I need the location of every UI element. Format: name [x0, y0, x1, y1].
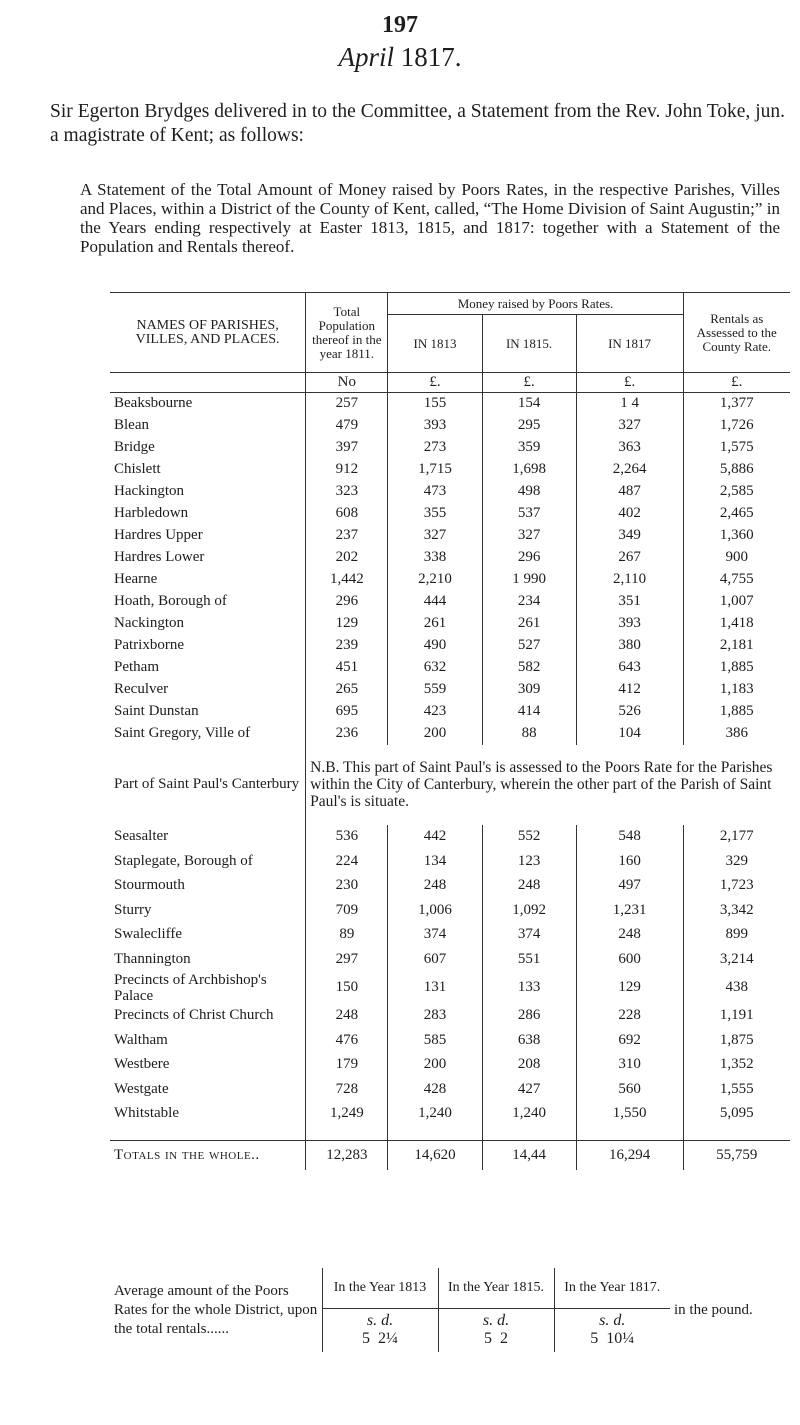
average-section	[110, 1268, 790, 1352]
row-rate-1813: 134	[388, 849, 482, 874]
row-population: 912	[306, 459, 388, 481]
row-name: Chislett	[114, 461, 161, 477]
average-head-1813: In the Year 1813	[322, 1268, 438, 1308]
row-rate-1815: 1,240	[482, 1102, 576, 1127]
row-rate-1815: 414	[482, 701, 576, 723]
average-1817-d-unit: d.	[613, 1312, 626, 1330]
row-name: Saint Gregory, Ville of	[114, 725, 251, 741]
table-row	[110, 393, 790, 415]
row-population: 297	[306, 947, 388, 972]
row-rate-1813: 442	[388, 825, 482, 850]
table-row	[110, 1004, 790, 1029]
row-rental: 1,183	[683, 679, 790, 701]
totals-label: Totals in the whole..	[114, 1146, 260, 1163]
row-name: Petham	[114, 659, 159, 675]
row-rate-1817: 600	[576, 947, 683, 972]
row-rate-1813: 1,006	[388, 898, 482, 923]
row-rate-1815: 286	[482, 1004, 576, 1029]
average-label: Average amount of the Poors Rates for the whole District, upon the total rentals......	[114, 1282, 318, 1337]
row-rate-1817: 643	[576, 657, 683, 679]
average-1815-d-unit: d.	[497, 1312, 510, 1330]
row-rate-1817: 1,231	[576, 898, 683, 923]
row-rate-1813: 607	[388, 947, 482, 972]
row-rate-1817: 327	[576, 415, 683, 437]
row-population: 451	[306, 657, 388, 679]
row-rental: 1,875	[683, 1028, 790, 1053]
table-row	[110, 437, 790, 459]
poor-rates-table	[110, 292, 790, 1170]
table-row	[110, 481, 790, 503]
row-name: Hoath, Borough of	[114, 593, 227, 609]
row-name: Precincts of Christ Church	[114, 1007, 274, 1024]
row-population: 202	[306, 547, 388, 569]
row-rental: 1,377	[683, 393, 790, 415]
row-population: 608	[306, 503, 388, 525]
row-rental: 1,723	[683, 874, 790, 899]
table-row	[110, 701, 790, 723]
row-rental: 1,885	[683, 701, 790, 723]
header-rentals: Rentals as Assessed to the County Rate.	[683, 293, 790, 373]
row-name: Whitstable	[114, 1105, 179, 1122]
row-rental: 4,755	[683, 569, 790, 591]
table-row	[110, 547, 790, 569]
row-rate-1817: 1,550	[576, 1102, 683, 1127]
row-rate-1813: 428	[388, 1077, 482, 1102]
row-population: 150	[306, 972, 388, 1004]
row-name: Westgate	[114, 1080, 169, 1097]
table-row	[110, 1077, 790, 1102]
average-head-1815: In the Year 1815.	[438, 1268, 554, 1308]
row-name: Waltham	[114, 1031, 168, 1048]
row-rate-1815: 498	[482, 481, 576, 503]
header-1813: IN 1813	[388, 315, 482, 373]
row-rate-1813: 261	[388, 613, 482, 635]
row-rental: 1,555	[683, 1077, 790, 1102]
header-names: NAMES OF PARISHES, VILLES, AND PLACES.	[135, 317, 280, 347]
row-rental: 5,095	[683, 1102, 790, 1127]
row-rate-1813: 131	[388, 972, 482, 1004]
row-population: 323	[306, 481, 388, 503]
row-rate-1817: 497	[576, 874, 683, 899]
row-population: 728	[306, 1077, 388, 1102]
row-name: Nackington	[114, 615, 184, 631]
pauls-note: N.B. This part of Saint Paul's is assessed to the Poors Rate for the Parishes within the City of Canterbury, wherein the other part of the Parish of Saint Paul's is situate.	[306, 745, 790, 825]
header-population: Total Population thereof in the year 1811.	[306, 293, 388, 373]
row-name: Bridge	[114, 439, 155, 455]
row-rate-1817: 2,264	[576, 459, 683, 481]
table-row	[110, 635, 790, 657]
table-row	[110, 898, 790, 923]
average-1813-s: 5	[362, 1330, 370, 1348]
totals-row	[110, 1140, 790, 1170]
row-rate-1815: 248	[482, 874, 576, 899]
statement-paragraph: A Statement of the Total Amount of Money raised by Poors Rates, in the respective Parishes, Villes and Places, within a District of the County of Kent, called, “The Home Division of Saint Augustin;” in the Years ending respectively at Easter 1813, 1815, and 1817: together with a Statement of the Population and Rentals thereof.	[80, 180, 780, 256]
row-rate-1817: 393	[576, 613, 683, 635]
date-month: April	[338, 42, 394, 72]
row-rate-1817: 160	[576, 849, 683, 874]
average-1815-s-unit: s.	[482, 1312, 494, 1330]
row-name: Thannington	[114, 950, 191, 967]
table-row	[110, 825, 790, 850]
row-name: Patrixborne	[114, 637, 184, 653]
row-name: Precincts of Archbishop's Palace	[114, 971, 267, 1004]
row-population: 709	[306, 898, 388, 923]
unit-1817: £.	[576, 373, 683, 393]
row-rate-1815: 1,698	[482, 459, 576, 481]
row-rate-1817: 248	[576, 923, 683, 948]
table-row	[110, 591, 790, 613]
row-rate-1813: 423	[388, 701, 482, 723]
row-rate-1813: 1,240	[388, 1102, 482, 1127]
row-population: 1,442	[306, 569, 388, 591]
row-rate-1815: 261	[482, 613, 576, 635]
row-name: Stourmouth	[114, 877, 185, 894]
row-rate-1817: 351	[576, 591, 683, 613]
row-name: Hearne	[114, 571, 158, 587]
average-1813	[322, 1308, 438, 1352]
page-number: 197	[382, 12, 418, 38]
totals-rent: 55,759	[683, 1140, 790, 1170]
row-rate-1813: 338	[388, 547, 482, 569]
row-name: Seasalter	[114, 828, 169, 845]
row-rate-1817: 548	[576, 825, 683, 850]
table-body-b	[110, 825, 790, 1127]
average-suffix: in the pound.	[674, 1301, 753, 1318]
row-rate-1815: 154	[482, 393, 576, 415]
header-1815: IN 1815.	[482, 315, 576, 373]
row-rate-1813: 248	[388, 874, 482, 899]
table-row	[110, 679, 790, 701]
row-rate-1815: 327	[482, 525, 576, 547]
table-row	[110, 613, 790, 635]
row-rate-1813: 374	[388, 923, 482, 948]
row-population: 237	[306, 525, 388, 547]
row-rental: 1,360	[683, 525, 790, 547]
row-rental: 2,465	[683, 503, 790, 525]
row-name: Westbere	[114, 1056, 170, 1073]
table-row	[110, 874, 790, 899]
row-rental: 3,342	[683, 898, 790, 923]
row-rate-1815: 88	[482, 723, 576, 745]
row-rate-1815: 359	[482, 437, 576, 459]
row-rate-1817: 2,110	[576, 569, 683, 591]
row-rate-1813: 200	[388, 723, 482, 745]
row-rate-1815: 582	[482, 657, 576, 679]
table-row	[110, 657, 790, 679]
row-rental: 2,181	[683, 635, 790, 657]
row-rate-1813: 632	[388, 657, 482, 679]
totals-1813: 14,620	[388, 1140, 482, 1170]
unit-population: No	[306, 373, 388, 393]
row-rental: 900	[683, 547, 790, 569]
row-rate-1817: 412	[576, 679, 683, 701]
row-rate-1813: 355	[388, 503, 482, 525]
average-1817-s-unit: s.	[599, 1312, 610, 1330]
table-row	[110, 972, 790, 1004]
table-row	[110, 569, 790, 591]
date-year: 1817.	[400, 42, 462, 72]
row-rental: 1,418	[683, 613, 790, 635]
table-row	[110, 723, 790, 745]
average-1817-s: 5	[590, 1330, 599, 1348]
row-name: Sturry	[114, 901, 152, 918]
header-money: Money raised by Poors Rates.	[388, 293, 683, 315]
row-rate-1813: 559	[388, 679, 482, 701]
row-rate-1817: 363	[576, 437, 683, 459]
row-rental: 329	[683, 849, 790, 874]
average-1815-s: 5	[484, 1330, 492, 1348]
row-rate-1813: 585	[388, 1028, 482, 1053]
row-rate-1815: 1 990	[482, 569, 576, 591]
row-name: Hackington	[114, 483, 184, 499]
row-name: Beaksbourne	[114, 395, 193, 412]
row-name: Hardres Lower	[114, 549, 205, 565]
row-name: Saint Dunstan	[114, 703, 199, 719]
totals-pop: 12,283	[306, 1140, 388, 1170]
average-1813-d-unit: d.	[381, 1312, 394, 1330]
row-rate-1813: 327	[388, 525, 482, 547]
row-rental: 438	[683, 972, 790, 1004]
row-rate-1815: 208	[482, 1053, 576, 1078]
row-rate-1813: 393	[388, 415, 482, 437]
row-rental: 2,585	[683, 481, 790, 503]
row-rate-1813: 473	[388, 481, 482, 503]
row-rate-1817: 267	[576, 547, 683, 569]
table-row	[110, 1102, 790, 1127]
unit-rentals: £.	[683, 373, 790, 393]
average-1815-d: 2	[500, 1330, 508, 1348]
row-rental: 1,726	[683, 415, 790, 437]
row-rental: 3,214	[683, 947, 790, 972]
average-1815	[438, 1308, 554, 1352]
average-1817	[554, 1308, 670, 1352]
row-rate-1813: 155	[388, 393, 482, 415]
row-name: Harbledown	[114, 505, 189, 521]
table-body-a	[110, 393, 790, 745]
table-row	[110, 947, 790, 972]
row-rental: 2,177	[683, 825, 790, 850]
row-population: 296	[306, 591, 388, 613]
pauls-name: Part of Saint Paul's Canterbury	[114, 776, 300, 792]
row-population: 239	[306, 635, 388, 657]
row-rate-1815: 638	[482, 1028, 576, 1053]
average-1813-s-unit: s.	[366, 1312, 378, 1330]
row-rental: 1,885	[683, 657, 790, 679]
row-rate-1817: 129	[576, 972, 683, 1004]
table-row	[110, 1028, 790, 1053]
row-rate-1815: 234	[482, 591, 576, 613]
table-row	[110, 923, 790, 948]
row-population: 536	[306, 825, 388, 850]
row-population: 265	[306, 679, 388, 701]
row-rental: 1,352	[683, 1053, 790, 1078]
row-rate-1817: 104	[576, 723, 683, 745]
row-rate-1813: 273	[388, 437, 482, 459]
table-row	[110, 459, 790, 481]
row-rate-1815: 123	[482, 849, 576, 874]
row-population: 179	[306, 1053, 388, 1078]
row-population: 230	[306, 874, 388, 899]
table-row	[110, 1053, 790, 1078]
row-population: 236	[306, 723, 388, 745]
row-rate-1817: 560	[576, 1077, 683, 1102]
row-rate-1817: 692	[576, 1028, 683, 1053]
row-rate-1815: 552	[482, 825, 576, 850]
row-rate-1813: 444	[388, 591, 482, 613]
row-rate-1815: 295	[482, 415, 576, 437]
row-rate-1817: 402	[576, 503, 683, 525]
row-rental: 1,007	[683, 591, 790, 613]
row-population: 257	[306, 393, 388, 415]
table-row	[110, 503, 790, 525]
row-rate-1815: 374	[482, 923, 576, 948]
totals-1815: 14,44	[482, 1140, 576, 1170]
average-head-1817: In the Year 1817.	[554, 1268, 670, 1308]
row-rate-1817: 349	[576, 525, 683, 547]
table-row	[110, 415, 790, 437]
row-rate-1815: 537	[482, 503, 576, 525]
row-rate-1813: 200	[388, 1053, 482, 1078]
row-rate-1815: 296	[482, 547, 576, 569]
row-rate-1817: 228	[576, 1004, 683, 1029]
totals-1817: 16,294	[576, 1140, 683, 1170]
row-rate-1817: 526	[576, 701, 683, 723]
row-rental: 5,886	[683, 459, 790, 481]
row-population: 224	[306, 849, 388, 874]
row-population: 1,249	[306, 1102, 388, 1127]
row-name: Reculver	[114, 681, 169, 697]
row-population: 129	[306, 613, 388, 635]
table-row	[110, 849, 790, 874]
row-population: 397	[306, 437, 388, 459]
row-name: Hardres Upper	[114, 527, 203, 543]
row-rate-1815: 527	[482, 635, 576, 657]
row-population: 695	[306, 701, 388, 723]
row-rate-1815: 1,092	[482, 898, 576, 923]
row-rate-1815: 309	[482, 679, 576, 701]
average-1813-d: 2¼	[378, 1330, 398, 1348]
table-row	[110, 525, 790, 547]
unit-1813: £.	[388, 373, 482, 393]
row-rate-1817: 380	[576, 635, 683, 657]
row-rate-1813: 1,715	[388, 459, 482, 481]
intro-paragraph: Sir Egerton Brydges delivered in to the Committee, a Statement from the Rev. John Toke, jun. a magistrate of Kent; as follows:	[50, 101, 785, 146]
row-rate-1815: 551	[482, 947, 576, 972]
row-rate-1815: 427	[482, 1077, 576, 1102]
row-rental: 1,191	[683, 1004, 790, 1029]
row-population: 479	[306, 415, 388, 437]
row-rate-1813: 283	[388, 1004, 482, 1029]
row-population: 248	[306, 1004, 388, 1029]
row-rental: 386	[683, 723, 790, 745]
row-name: Staplegate, Borough of	[114, 852, 253, 869]
row-rental: 899	[683, 923, 790, 948]
average-1817-d: 10¼	[606, 1330, 635, 1348]
row-rate-1817: 310	[576, 1053, 683, 1078]
row-rate-1817: 487	[576, 481, 683, 503]
page-date	[0, 42, 800, 73]
row-rate-1815: 133	[482, 972, 576, 1004]
row-rate-1817: 1 4	[576, 393, 683, 415]
row-rental: 1,575	[683, 437, 790, 459]
row-population: 476	[306, 1028, 388, 1053]
row-rate-1813: 2,210	[388, 569, 482, 591]
header-1817: IN 1817	[576, 315, 683, 373]
row-population: 89	[306, 923, 388, 948]
row-name: Blean	[114, 417, 149, 433]
row-name: Swalecliffe	[114, 926, 183, 943]
row-rate-1813: 490	[388, 635, 482, 657]
unit-1815: £.	[482, 373, 576, 393]
